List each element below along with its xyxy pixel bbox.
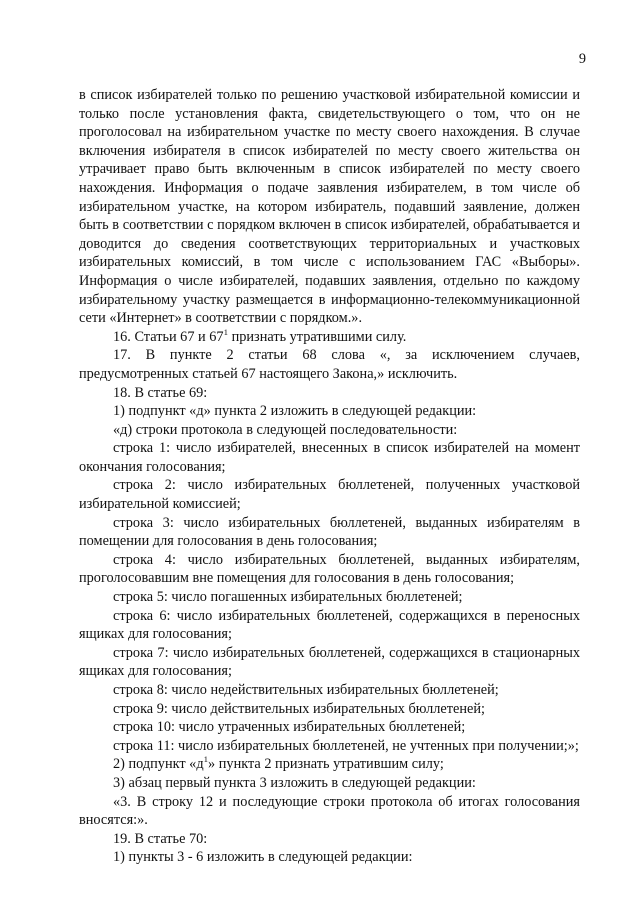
paragraph-continuation: в список избирателей только по решению участковой избирательной комиссии и только после установления факта, свидетельствующего о том, что он не проголосовал на избирательном участке по месту своего нахождения. В случае включения избирателя в список избирателей по месту своего жительства он утрачивает право быть включенным в список избирателей по месту своего нахождения. Информация о подаче заявления избирателем, в том числе об избирательном участке, на котором избиратель, подавший заявление, должен быть в соответствии с порядком включен в список избирателей, обрабатывается и доводится до сведения соответствующих территориальных и участковых избирательных комиссий, в том числе с использованием ГАС «Выборы». Информация о числе избирателей, подавших заявления, отдельно по каждому избирательному участку размещается в информационно-телекоммуникационной сети «Интернет» в соответствии с порядком.». [79, 87, 580, 327]
protocol-row-10: строка 10: число утраченных избирательных бюллетеней; [113, 719, 466, 736]
superscript: 1 [223, 326, 229, 337]
item-19: 19. В статье 70: [113, 830, 208, 847]
protocol-row-5: строка 5: число погашенных избирательных бюллетеней; [113, 589, 463, 606]
item-18-subitem-3-quote: «3. В строку 12 и последующие строки протокола об итогах голосования вносятся:». [79, 793, 580, 829]
protocol-row-9: строка 9: число действительных избирательных бюллетеней; [113, 700, 485, 717]
item-16: 16. Статьи 67 и $67^1$ признать утратившими силу. [113, 326, 407, 345]
item-18-subitem-1: 1) подпункт «д» пункта 2 изложить в следующей редакции: [113, 403, 477, 420]
protocol-row-4: строка 4: число избирательных бюллетеней, выданных избирателям, проголосовавшим вне помещения для голосования в день голосования; [79, 551, 580, 587]
document-body [79, 86, 580, 867]
protocol-row-2: строка 2: число избирательных бюллетеней, полученных участковой избирательной комиссией; [79, 477, 580, 513]
protocol-row-7: строка 7: число избирательных бюллетеней, содержащихся в стационарных ящиках для голосования; [79, 644, 580, 680]
protocol-row-6: строка 6: число избирательных бюллетеней, содержащихся в переносных ящиках для голосования; [79, 607, 580, 643]
protocol-row-11: строка 11: число избирательных бюллетеней, не учтенных при получении;»; [113, 737, 579, 754]
protocol-row-3: строка 3: число избирательных бюллетеней, выданных избирателям в помещении для голосования в день голосования; [79, 514, 580, 550]
item-17: 17. В пункте 2 статьи 68 слова «, за исключением случаев, предусмотренных статьей 67 настоящего Закона,» исключить. [79, 347, 580, 382]
page-number: 9 [578, 51, 586, 67]
item-18-subitem-d: «д) строки протокола в следующей последовательности: [113, 421, 458, 438]
item-18: 18. В статье 69: [113, 384, 208, 401]
item-18-subitem-2: 2) подпункт «$д^1$» пункта 2 признать утратившим силу; [113, 754, 444, 773]
item-19-subitem-1: 1) пункты 3 - 6 изложить в следующей редакции: [113, 849, 413, 866]
superscript: 1 [203, 754, 209, 765]
protocol-row-8: строка 8: число недействительных избирательных бюллетеней; [113, 682, 499, 698]
item-18-subitem-3: 3) абзац первый пункта 3 изложить в следующей редакции: [113, 774, 476, 791]
protocol-row-1: строка 1: число избирателей, внесенных в список избирателей на момент окончания голосования; [79, 440, 580, 475]
